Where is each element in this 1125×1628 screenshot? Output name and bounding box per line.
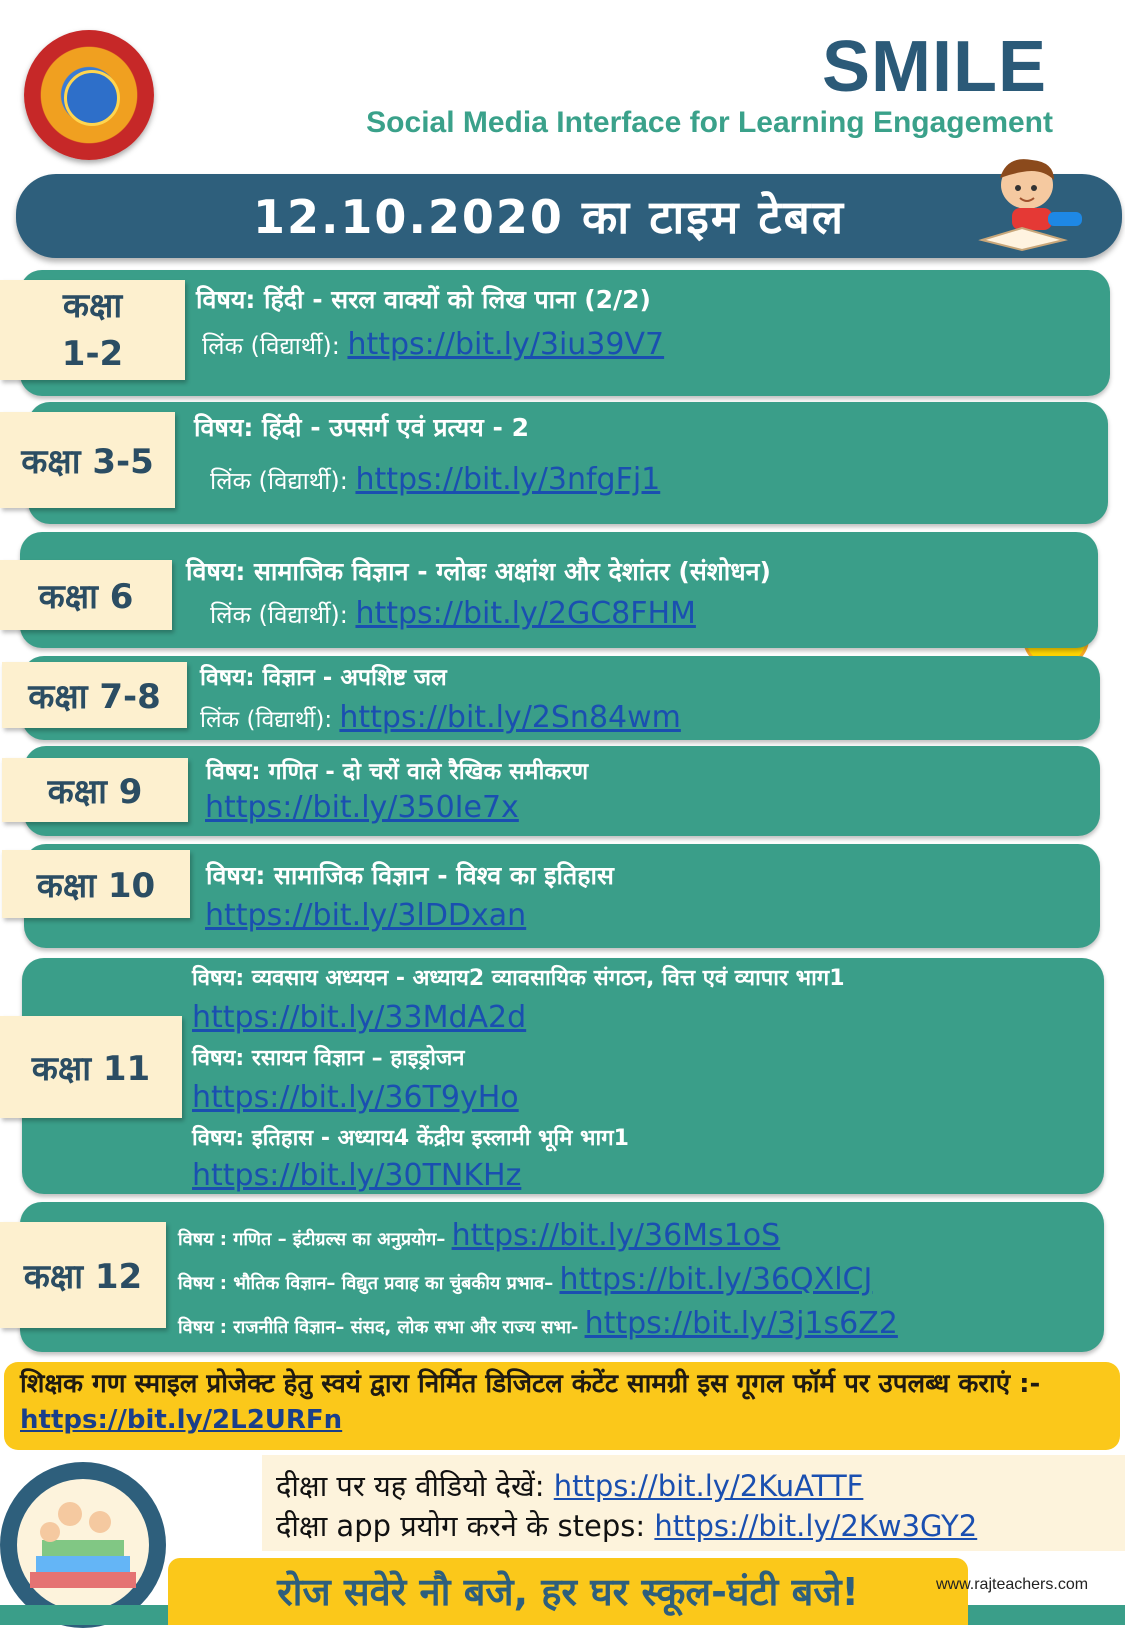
subject-line: विषय : गणित – इंटीग्रल्स का अनुप्रयोग– xyxy=(178,1229,452,1250)
diksha-steps-link[interactable]: https://bit.ly/2Kw3GY2 xyxy=(654,1509,978,1543)
subject-line: विषय: हिंदी - सरल वाक्यों को लिख पाना (2/2) xyxy=(196,285,651,314)
smile-subtitle: Social Media Interface for Learning Engagement xyxy=(366,106,1053,139)
link-label: लिंक (विद्यार्थी): xyxy=(210,601,356,629)
subject-link-line xyxy=(178,1262,872,1297)
diksha-label: दीक्षा पर यह वीडियो देखें: xyxy=(276,1469,554,1503)
class-tag-3-5: कक्षा 3-5 xyxy=(0,412,175,508)
link-label: लिंक (विद्यार्थी): xyxy=(200,707,340,733)
class-link[interactable]: https://bit.ly/36T9yHo xyxy=(192,1080,519,1115)
link-line xyxy=(200,700,681,735)
site-url[interactable]: www.rajteachers.com xyxy=(936,1576,1089,1593)
subject-link-line xyxy=(178,1306,898,1341)
link-label: लिंक (विद्यार्थी): xyxy=(210,467,356,495)
diksha-line-2 xyxy=(276,1506,977,1545)
class-tag-7-8: कक्षा 7-8 xyxy=(2,662,187,728)
class-tag-12: कक्षा 12 xyxy=(0,1222,166,1328)
link-line xyxy=(210,596,696,631)
class-link[interactable]: https://bit.ly/2GC8FHM xyxy=(355,596,696,631)
class-tag-10: कक्षा 10 xyxy=(2,850,190,918)
class-link[interactable]: https://bit.ly/30TNKHz xyxy=(192,1158,522,1193)
subject-line: विषय: गणित - दो चरों वाले रैखिक समीकरण xyxy=(206,759,589,785)
subject-line: विषय: इतिहास - अध्याय4 केंद्रीय इस्लामी भूमि भाग1 xyxy=(192,1126,629,1151)
class-link[interactable]: https://bit.ly/2Sn84wm xyxy=(339,700,681,735)
subject-link-line xyxy=(178,1218,780,1253)
slogan: रोज सवेरे नौ बजे, हर घर स्कूल-घंटी बजे! xyxy=(277,1570,859,1614)
class-link[interactable]: https://bit.ly/33MdA2d xyxy=(192,1000,527,1035)
children-books-illustration xyxy=(0,1462,166,1628)
diksha-video-link[interactable]: https://bit.ly/2KuATTF xyxy=(553,1469,864,1503)
subject-line: विषय: व्यवसाय अध्ययन - अध्याय2 व्यावसायिक संगठन, वित्त एवं व्यापार भाग1 xyxy=(192,966,845,991)
subject-line: विषय : भौतिक विज्ञान– विद्युत प्रवाह का चुंबकीय प्रभाव– xyxy=(178,1273,560,1294)
class-tag-1-2: कक्षा 1-2 xyxy=(0,280,185,380)
link-line xyxy=(202,327,664,362)
class-tag-6: कक्षा 6 xyxy=(0,560,172,630)
class-tag-11: कक्षा 11 xyxy=(0,1016,182,1118)
subject-line: विषय : राजनीति विज्ञान– संसद, लोक सभा और राज्य सभा- xyxy=(178,1317,585,1338)
class-link[interactable]: https://bit.ly/3lDDxan xyxy=(205,898,527,933)
date-title: 12.10.2020 का टाइम टेबल xyxy=(252,190,846,244)
class-link[interactable]: https://bit.ly/36QXlCJ xyxy=(559,1262,873,1297)
date-banner xyxy=(16,174,1122,258)
teacher-notice-text xyxy=(20,1366,1100,1438)
diksha-line-1 xyxy=(276,1466,863,1505)
diksha-label: दीक्षा app प्रयोग करने के steps: xyxy=(276,1509,655,1543)
rajasthan-education-logo xyxy=(24,30,154,160)
link-label: लिंक (विद्यार्थी): xyxy=(202,332,348,360)
class-panel-11 xyxy=(22,958,1104,1194)
subject-line: विषय: सामाजिक विज्ञान - विश्व का इतिहास xyxy=(206,861,614,890)
class-tag-9: कक्षा 9 xyxy=(2,758,188,822)
subject-line: विषय: सामाजिक विज्ञान - ग्लोबः अक्षांश और देशांतर (संशोधन) xyxy=(186,557,771,586)
notice-text: शिक्षक गण स्माइल प्रोजेक्ट हेतु स्वयं द्वारा निर्मित डिजिटल कंटेंट सामग्री इस गूगल फॉर्म पर उपलब्ध कराएं :- xyxy=(20,1369,1041,1399)
class-link[interactable]: https://bit.ly/3iu39V7 xyxy=(347,327,665,362)
class-link[interactable]: https://bit.ly/3nfgFj1 xyxy=(355,462,661,497)
class-link[interactable]: https://bit.ly/350Ie7x xyxy=(205,790,519,825)
subject-line: विषय: रसायन विज्ञान – हाइड्रोजन xyxy=(192,1046,465,1071)
subject-line: विषय: हिंदी - उपसर्ग एवं प्रत्यय - 2 xyxy=(194,413,529,442)
reading-child-icon xyxy=(972,150,1092,260)
subject-line: विषय: विज्ञान - अपशिष्ट जल xyxy=(200,665,447,691)
smile-title: SMILE xyxy=(821,27,1047,107)
class-link[interactable]: https://bit.ly/36Ms1oS xyxy=(451,1218,781,1253)
link-line xyxy=(210,462,660,497)
notice-link[interactable]: https://bit.ly/2L2URFn xyxy=(20,1405,343,1435)
class-link[interactable]: https://bit.ly/3j1s6Z2 xyxy=(584,1306,898,1341)
